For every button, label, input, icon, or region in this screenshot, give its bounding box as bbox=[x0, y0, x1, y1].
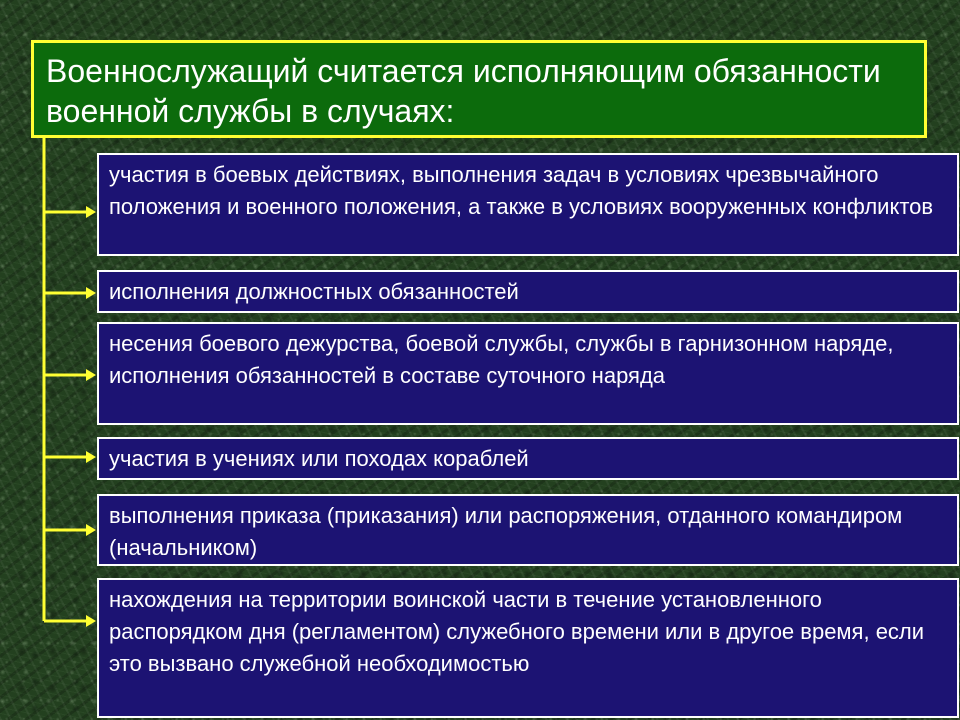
case-box-duties: исполнения должностных обязанностей bbox=[97, 270, 959, 313]
slide-title: Военнослужащий считается исполняющим обязанности военной службы в случаях: bbox=[31, 40, 927, 138]
connector-arrow-4 bbox=[44, 451, 96, 463]
case-box-guard-duty: несения боевого дежурства, боевой службы, службы в гарнизонном наряде, исполнения обязанностей в составе суточного наряда bbox=[97, 322, 959, 425]
connector-arrow-2 bbox=[44, 287, 96, 299]
case-box-order: выполнения приказа (приказания) или распоряжения, отданного командиром (начальником) bbox=[97, 494, 959, 566]
connector-arrow-1 bbox=[44, 206, 96, 218]
connector-arrow-6 bbox=[44, 615, 96, 627]
case-box-combat: участия в боевых действиях, выполнения задач в условиях чрезвычайного положения и военного положения, а также в условиях вооруженных конфликтов bbox=[97, 153, 959, 256]
case-box-unit-territory: нахождения на территории воинской части в течение установленного распорядком дня (регламентом) служебного времени или в другое время, если это вызвано служебной необходимостью bbox=[97, 578, 959, 718]
connector-arrow-5 bbox=[44, 524, 96, 536]
case-box-exercises: участия в учениях или походах кораблей bbox=[97, 437, 959, 480]
connector-arrow-3 bbox=[44, 369, 96, 381]
